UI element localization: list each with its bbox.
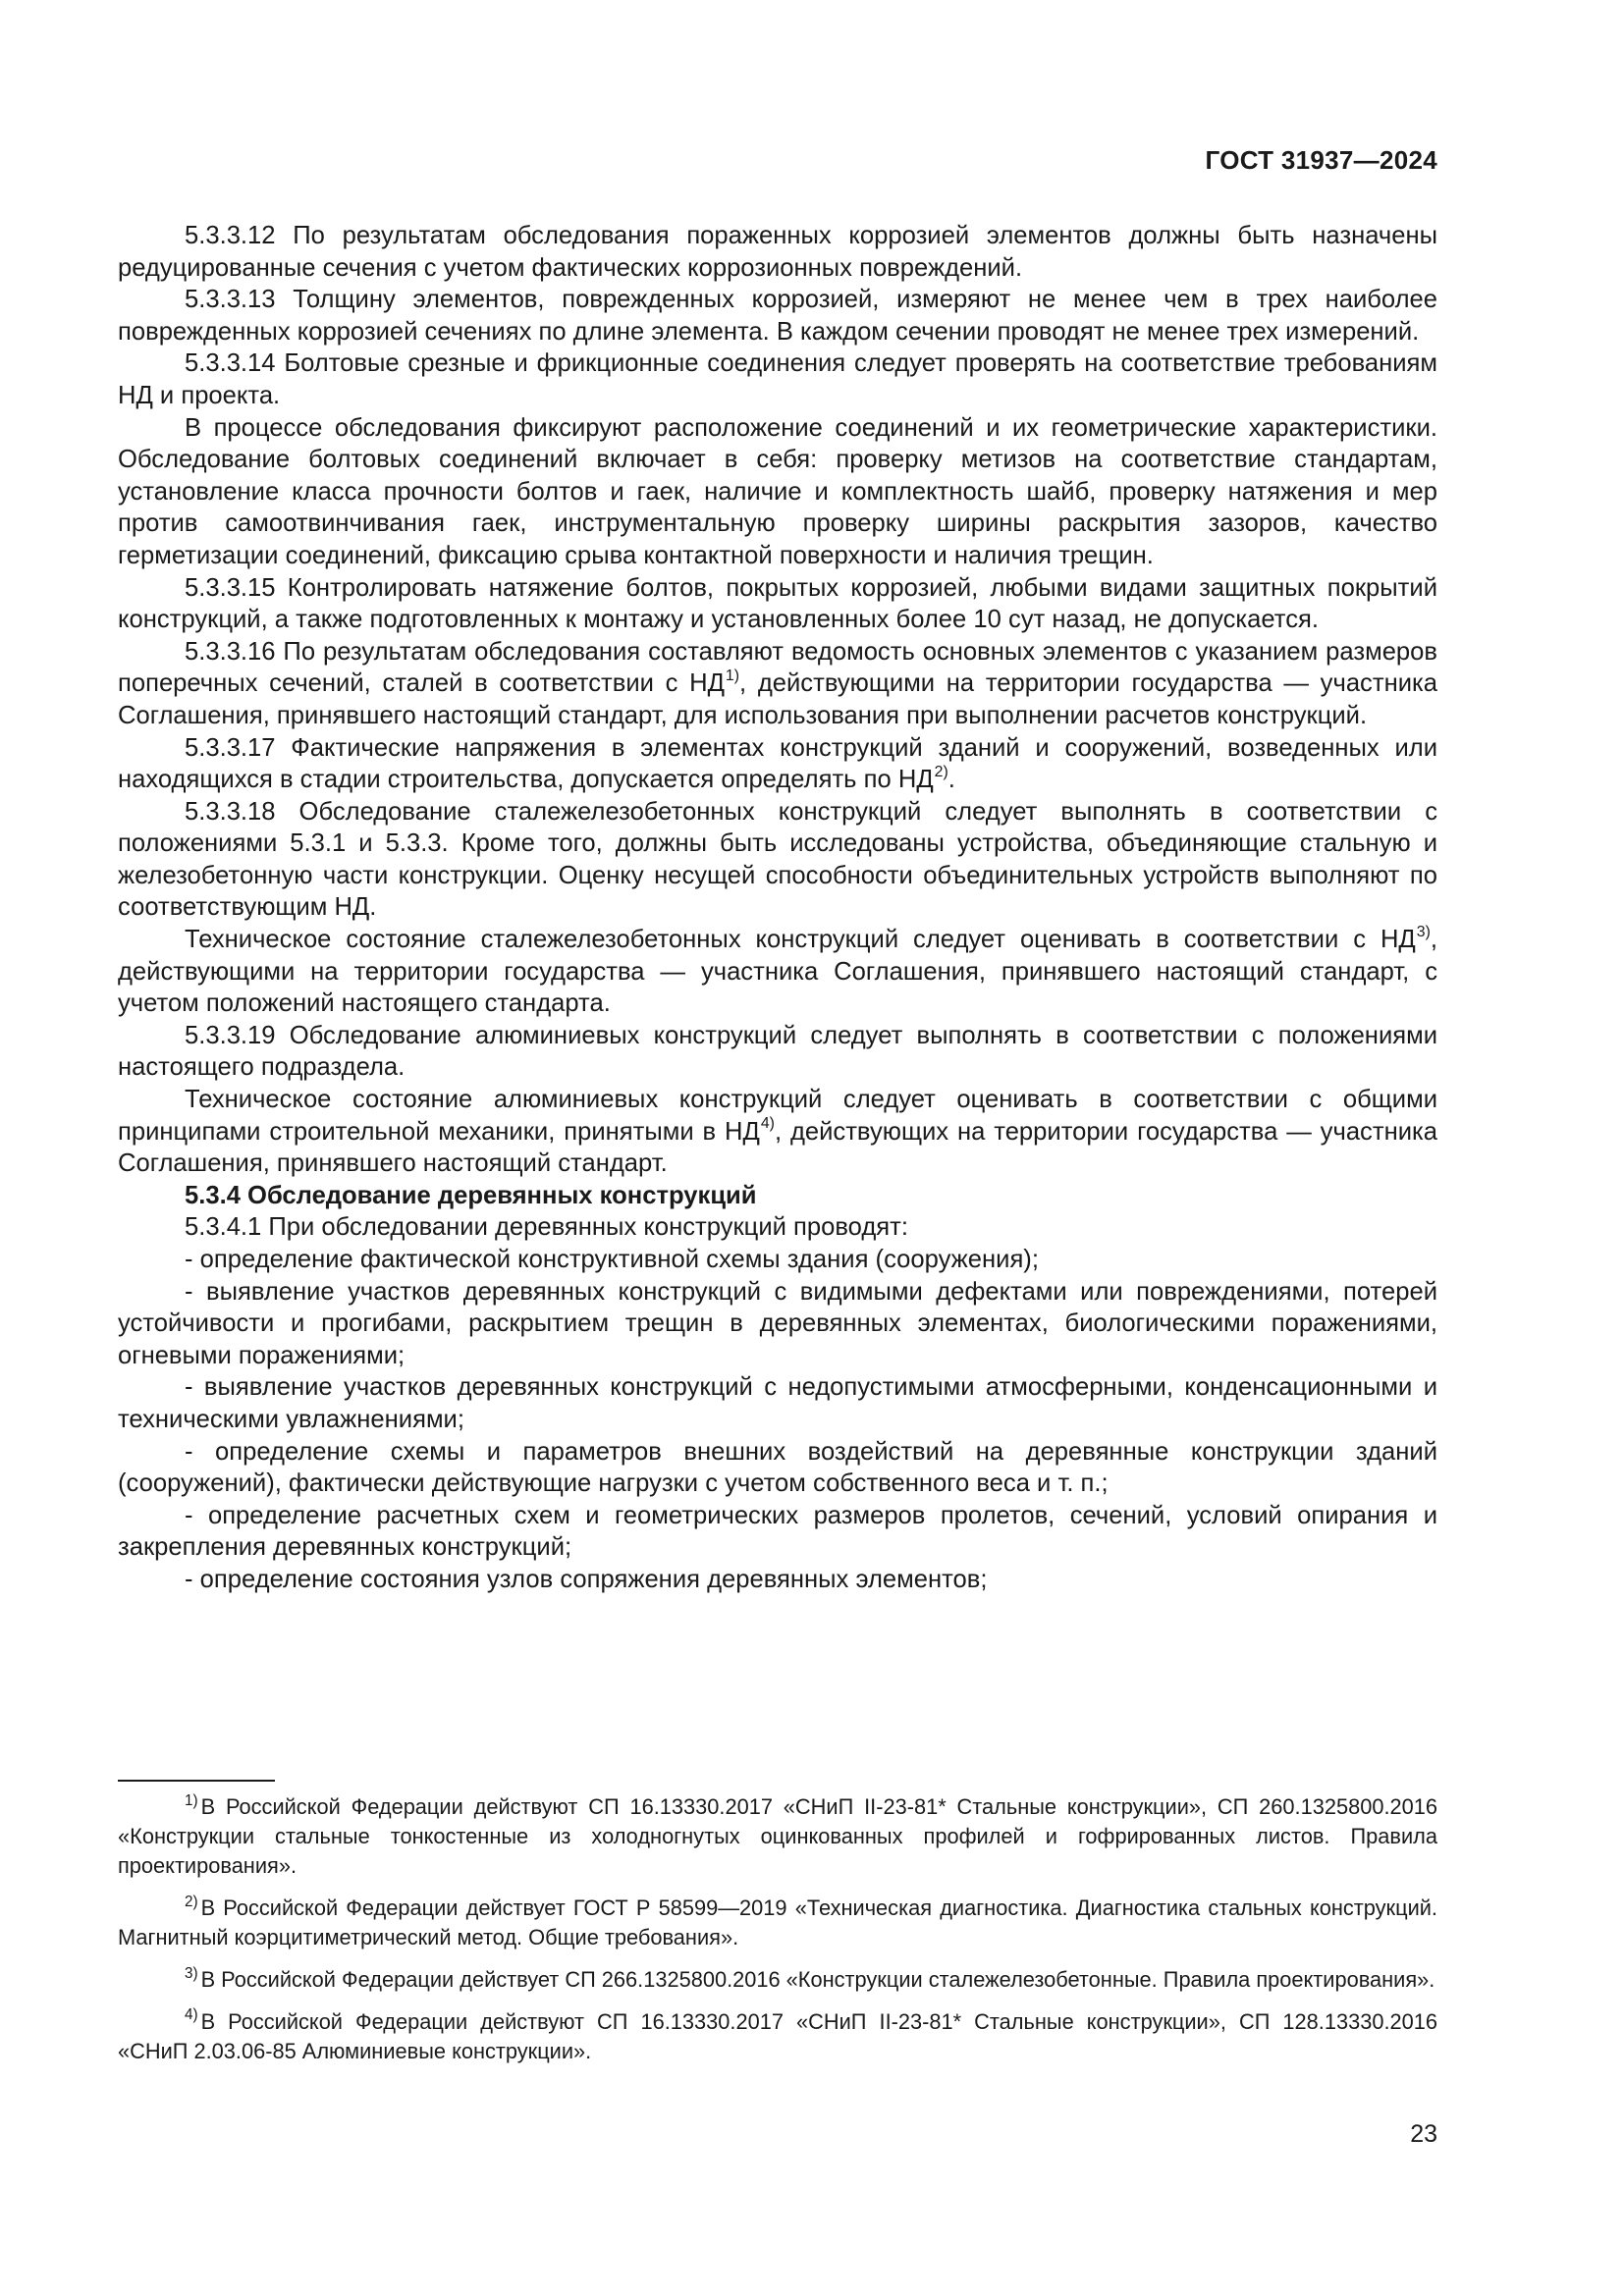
page-number: 23 xyxy=(1410,2120,1437,2148)
paragraph xyxy=(118,732,1437,796)
list-item: - выявление участков деревянных конструкций с видимыми дефектами или повреждениями, потерей устойчивости и прогибами, раскрытием трещин в деревянных элементах, биологическими поражениями, огневыми поражениями; xyxy=(118,1277,1437,1369)
footnote-mark: 3) xyxy=(185,1964,198,1982)
section-heading: 5.3.4 Обследование деревянных конструкций xyxy=(185,1181,757,1209)
paragraph: 5.3.3.12 По результатам обследования пораженных коррозией элементов должны быть назначены редуцированные сечения с учетом фактических коррозионных повреждений. xyxy=(118,222,1437,282)
list-item: - определение схемы и параметров внешних воздействий на деревянные конструкции зданий (сооружений), фактически действующие нагрузки с учетом собственного веса и т. п.; xyxy=(118,1437,1437,1498)
footnote-text: В Российской Федерации действует ГОСТ Р 58599—2019 «Техническая диагностика. Диагностика стальных конструкций. Магнитный коэрцитиметрический метод. Общие требования». xyxy=(118,1896,1437,1950)
paragraph: 5.3.3.19 Обследование алюминиевых конструкций следует выполнять в соответствии с положениями настоящего подраздела. xyxy=(118,1021,1437,1082)
footnote-mark: 4) xyxy=(185,2006,198,2024)
paragraph: 5.3.4.1 При обследовании деревянных конструкций проводят: xyxy=(185,1213,908,1242)
footnote-text: В Российской Федерации действует СП 266.1325800.2016 «Конструкции сталежелезобетонные. Правила проектирования». xyxy=(200,1967,1435,1993)
paragraph-text: Техническое состояние алюминиевых конструкций следует оценивать в соответствии с общими принципами строительной механики, принятыми в НД xyxy=(118,1086,1437,1146)
footnote-text: В Российской Федерации действуют СП 16.13330.2017 «СНиП II-23-81* Стальные конструкции», СП 260.1325800.2016 «Конструкции стальные тонкостенные из холодногнутых оцинкованных профилей и гофрированных листов. Правила проектирования». xyxy=(118,1794,1437,1879)
paragraph-text: , действующих на территории государства — участника Соглашения, принявшего настоящий стандарт. xyxy=(118,1117,1437,1178)
paragraph-text: , действующими на территории государства — участника Соглашения, принявшего настоящий стандарт, для использования при выполнении расчетов конструкций. xyxy=(118,669,1437,729)
footnote-ref: 3) xyxy=(1416,923,1431,940)
body-text xyxy=(118,220,1437,1596)
list-item: - определение фактической конструктивной схемы здания (сооружения); xyxy=(185,1246,1039,1273)
standard-header: ГОСТ 31937—2024 xyxy=(1205,145,1437,175)
paragraph: В процессе обследования фиксируют расположение соединений и их геометрические характеристики. Обследование болтовых соединений включает в себя: проверку метизов на соответствие стандартам, установление класса прочности болтов и гаек, наличие и комплектность шайб, проверку натяжения и мер против самоотвинчивания гаек, инструментальную проверку ширины раскрытия зазоров, качество герметизации соединений, фиксацию срыва контактной поверхности и наличия трещин. xyxy=(118,413,1437,569)
list-item: - определение состояния узлов сопряжения деревянных элементов; xyxy=(185,1565,988,1593)
footnote-mark: 2) xyxy=(185,1893,198,1910)
footnote xyxy=(118,1894,1437,1952)
footnote-ref: 1) xyxy=(725,667,740,684)
list-item: - выявление участков деревянных конструкций с недопустимыми атмосферными, конденсационными и техническими увлажнениями; xyxy=(118,1373,1437,1433)
footnote-text: В Российской Федерации действуют СП 16.13330.2017 «СНиП II-23-81* Стальные конструкции», СП 128.13330.2016 «СНиП 2.03.06-85 Алюминиевые конструкции». xyxy=(118,2008,1437,2063)
footnote xyxy=(118,1792,1437,1882)
paragraph-text: . xyxy=(947,766,955,794)
paragraph-text: , действующими на территории государства — участника Соглашения, принявшего настоящий стандарт, с учетом положений настоящего стандарта. xyxy=(118,926,1437,1018)
paragraph xyxy=(118,1084,1437,1180)
footnote-mark: 1) xyxy=(185,1791,198,1809)
paragraph: 5.3.3.18 Обследование сталежелезобетонных конструкций следует выполнять в соответствии с положениями 5.3.1 и 5.3.3. Кроме того, должны быть исследованы устройства, объединяющие стальную и железобетонную части конструкции. Оценку несущей способности объединительных устройств выполняют по соответствующим НД. xyxy=(118,797,1437,922)
footnote xyxy=(118,2007,1437,2066)
footnote-ref: 4) xyxy=(760,1115,775,1133)
paragraph: 5.3.3.14 Болтовые срезные и фрикционные соединения следует проверять на соответствие требованиям НД и проекта. xyxy=(118,349,1437,409)
paragraph: 5.3.3.13 Толщину элементов, поврежденных коррозией, измеряют не менее чем в трех наиболее поврежденных коррозией сечениях по длине элемента. В каждом сечении проводят не менее трех измерений. xyxy=(118,286,1437,346)
paragraph xyxy=(118,924,1437,1020)
paragraph-text: 5.3.3.17 Фактические напряжения в элементах конструкций зданий и сооружений, возведенных или находящихся в стадии строительства, допускается определять по НД xyxy=(118,733,1437,794)
footnote xyxy=(118,1965,1437,1995)
paragraph-text: Техническое состояние сталежелезобетонных конструкций следует оценивать в соответствии с НД xyxy=(185,926,1416,954)
paragraph: 5.3.3.15 Контролировать натяжение болтов, покрытых коррозией, любыми видами защитных покрытий конструкций, а также подготовленных к монтажу и установленных более 10 сут назад, не допускается. xyxy=(118,573,1437,634)
paragraph-text: 5.3.3.16 По результатам обследования составляют ведомость основных элементов с указанием размеров поперечных сечений, сталей в соответствии с НД xyxy=(118,637,1437,698)
footnote-divider xyxy=(118,1780,275,1782)
list-item: - определение расчетных схем и геометрических размеров пролетов, сечений, условий опирания и закрепления деревянных конструкций; xyxy=(118,1501,1437,1562)
footnotes xyxy=(118,1792,1437,2079)
paragraph xyxy=(118,636,1437,732)
footnote-ref: 2) xyxy=(934,763,948,780)
